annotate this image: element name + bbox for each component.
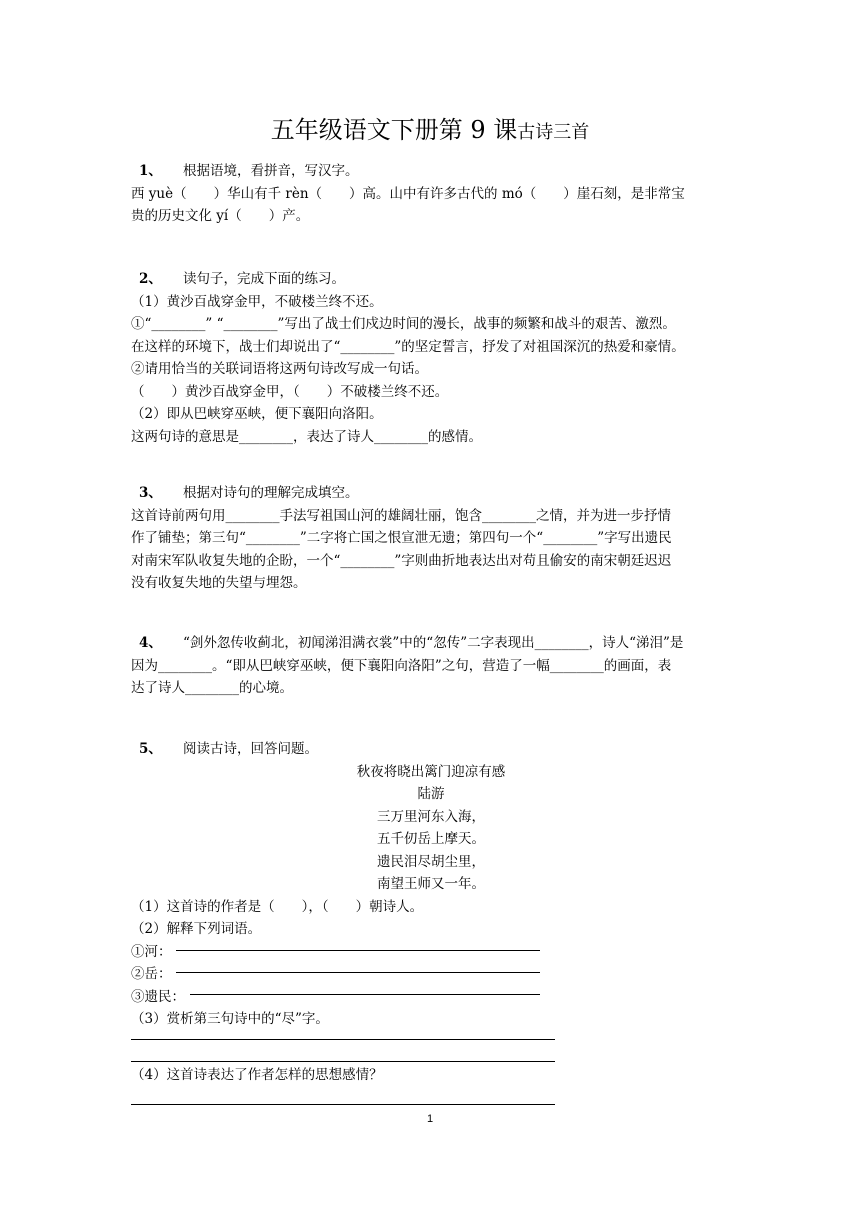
question-prompt: 根据对诗句的理解完成填空。 — [183, 485, 359, 501]
term-label: ①河： — [131, 943, 172, 960]
page-title — [0, 112, 860, 151]
answer-line-mountain[interactable] — [176, 972, 540, 973]
sub-question-4: （4）这首诗表达了作者怎样的思想感情？ — [131, 1067, 383, 1083]
question-4-line: 达了诗人________的心境。 — [131, 680, 293, 696]
poem-line: 遗民泪尽胡尘里， — [377, 853, 485, 870]
answer-line-river[interactable] — [176, 950, 540, 951]
answer-line-remnant-people[interactable] — [190, 994, 540, 995]
title-main: 五年级语文下册第 9 课 — [270, 116, 518, 144]
question-2 — [131, 268, 731, 448]
question-3-line: 没有收复失地的失望与埋怨。 — [131, 575, 307, 591]
question-prompt: 阅读古诗，回答问题。 — [183, 741, 318, 757]
question-number: 2、 — [139, 271, 162, 287]
question-number: 3、 — [139, 485, 162, 501]
sub-question-2: （2）解释下列词语。 — [131, 921, 262, 937]
term-label: ②岳： — [131, 966, 172, 982]
question-3-line: 对南宋军队收复失地的企盼，一个“________”字则曲折地表达出对苟且偷安的南宋朝廷迟迟 — [131, 552, 672, 569]
answer-line-q3-1[interactable] — [131, 1039, 555, 1040]
question-4 — [131, 632, 731, 700]
poem-title: 秋夜将晓出篱门迎凉有感 — [356, 763, 506, 780]
question-3-line: 这首诗前两句用________手法写祖国山河的雄阔壮丽，饱含________之情，并为进一步抒情 — [131, 507, 671, 524]
question-2-line: （2）即从巴峡穿巫峡，便下襄阳向洛阳。 — [131, 406, 383, 422]
poem-line: 南望王师又一年。 — [377, 876, 485, 892]
question-3-header — [131, 482, 731, 505]
question-prompt: 读句子，完成下面的练习。 — [183, 271, 345, 287]
question-3 — [131, 482, 731, 595]
question-4-line: 因为________。“即从巴峡穿巫峡，便下襄阳向洛阳”之句，营造了一幅________的画面，表 — [131, 657, 672, 674]
poem-line: 三万里河东入海， — [377, 808, 485, 825]
term-label: ③遗民： — [131, 988, 185, 1005]
term-river — [131, 941, 731, 964]
answer-line-q3-2[interactable] — [131, 1061, 555, 1062]
question-1-line: 贵的历史文化 yí（ ）产。 — [131, 208, 310, 224]
question-1 — [131, 160, 731, 228]
question-2-header — [131, 268, 731, 291]
sub-question-1: （1）这首诗的作者是（ ），（ ）朝诗人。 — [131, 898, 424, 915]
poem-author: 陆游 — [417, 786, 445, 802]
question-number: 4、 — [139, 635, 162, 651]
question-4-header — [131, 632, 731, 655]
question-2-line: 在这样的环境下，战士们却说出了“________”的坚定誓言，抒发了对祖国深沉的热爱和豪情。 — [131, 338, 685, 355]
question-2-line: （ ）黄沙百战穿金甲，（ ）不破楼兰终不还。 — [131, 383, 449, 400]
sub-question-4-block — [131, 1064, 731, 1087]
question-3-line: 作了铺垫；第三句“________”二字将亡国之恨宣泄无遗；第四句一个“________”字写出遗民 — [131, 530, 672, 546]
answer-line-q4[interactable] — [131, 1104, 555, 1105]
question-2-line: 这两句诗的意思是________，表达了诗人________的感情。 — [131, 428, 482, 445]
question-number: 5、 — [139, 741, 162, 757]
question-2-line: ①“________” “________”写出了战士们戍边时间的漫长，战事的频繁和战斗的艰苦、激烈。 — [131, 316, 676, 332]
question-2-line: （1）黄沙百战穿金甲，不破楼兰终不还。 — [131, 293, 383, 310]
question-1-header — [131, 160, 731, 183]
term-mountain — [131, 963, 731, 986]
poem-line: 五千仞岳上摩天。 — [377, 831, 485, 847]
sub-question-3: （3）赏析第三句诗中的“尽”字。 — [131, 1011, 329, 1027]
question-5 — [131, 738, 731, 1031]
title-sub: 古诗三首 — [517, 122, 590, 143]
question-2-line: ②请用恰当的关联词语将这两句诗改写成一句话。 — [131, 361, 428, 377]
term-remnant-people — [131, 986, 731, 1009]
question-number: 1、 — [139, 163, 162, 179]
question-1-line: 西 yuè（ ）华山有千 rèn（ ）高。山中有许多古代的 mó（ ）崖石刻，是非常宝 — [131, 185, 685, 202]
page-number: 1 — [426, 1113, 434, 1125]
question-5-header — [131, 738, 731, 761]
question-4-line: “剑外忽传收蓟北，初闻涕泪满衣裳”中的“忽传”二字表现出________，诗人“涕泪”是 — [183, 635, 684, 651]
question-prompt: 根据语境，看拼音，写汉字。 — [183, 163, 359, 179]
